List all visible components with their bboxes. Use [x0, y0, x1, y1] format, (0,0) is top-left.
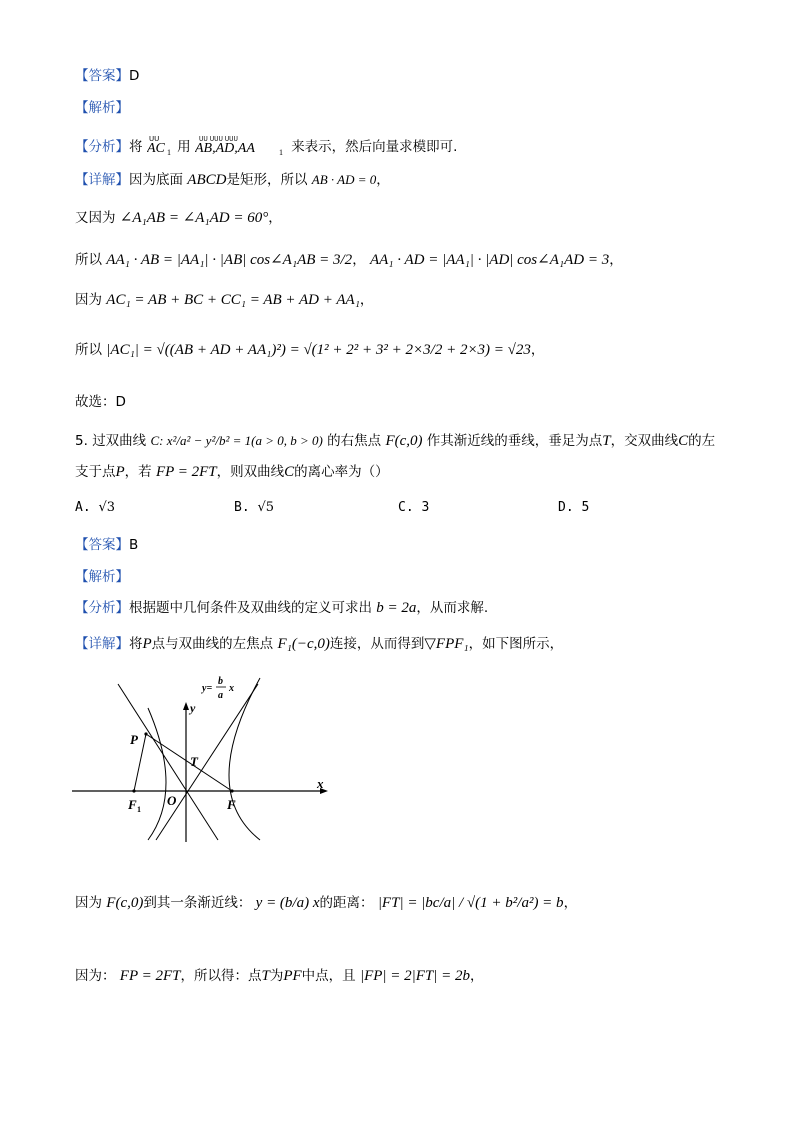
q-text: 的离心率为（） [294, 464, 389, 480]
detail-text: 因为底面 [129, 172, 183, 188]
hyperbola-figure [70, 672, 332, 844]
midpoint-line [75, 966, 484, 986]
asymptote-label: y= [202, 683, 213, 694]
point-p [144, 732, 147, 735]
choice-value: √3 [98, 500, 116, 515]
punct: ， [359, 292, 374, 308]
answer-line-2 [75, 535, 138, 555]
point-f [230, 789, 233, 792]
math-c: C [678, 433, 689, 449]
asymptote-frac-den: a [218, 690, 223, 701]
text: 又因为 [75, 210, 116, 226]
choice-label: D. [558, 500, 574, 515]
math-c: C [284, 464, 295, 480]
math-condition: FP = 2FT [155, 464, 217, 480]
svg-text:ᑌᑌ: ᑌᑌ [148, 135, 160, 143]
math-p: P [142, 636, 152, 652]
math-abcd: ABCD [187, 172, 227, 188]
q-text: 支于点 [75, 464, 116, 480]
text: 所以 [75, 342, 102, 358]
analysis-tag: 【解析】 [75, 569, 129, 585]
math-fp-length: |FP| = 2|FT| = 2b [359, 968, 471, 984]
choice-d[interactable] [558, 500, 589, 515]
choice-b[interactable] [234, 500, 274, 515]
math-t: T [602, 433, 611, 449]
asymptote-neg [118, 684, 218, 840]
math-modulus: |AC₁| = √((AB + AD + AA₁)²) = √(1² + 2² + 3² + 2×3/2 + 2×3) = √23 [106, 342, 531, 358]
detail-line-1 [75, 170, 390, 190]
punct: ， [563, 895, 578, 911]
q-text: ，若 [124, 464, 152, 480]
vector-ac1 [147, 133, 173, 157]
answer-line-1 [75, 66, 139, 86]
choice-a[interactable] [75, 500, 115, 515]
punct: ， [470, 968, 484, 984]
svg-text:1: 1 [166, 148, 171, 157]
math-hyperbola: C: x²/a² − y²/b² = 1(a > 0, b > 0) [150, 433, 323, 448]
f1-subscript: 1 [137, 805, 141, 814]
math-focus: F(c,0) [385, 433, 423, 449]
punct: ， [609, 252, 623, 268]
brief-text: 来表示，然后向量求模即可. [291, 139, 458, 155]
detail-text: 点与双曲线的左焦点 [151, 636, 274, 652]
math-b-2a: b = 2a [376, 600, 417, 616]
q-text: 的右焦点 [327, 433, 382, 449]
math-vector-sum: AC₁ = AB + BC + CC₁ = AB + AD + AA₁ [106, 292, 360, 308]
asymptote-x: x [229, 683, 234, 694]
point-f1 [132, 789, 135, 792]
math-pf: PF [283, 968, 302, 984]
q-text: 过双曲线 [92, 433, 147, 449]
detail-tag: 【详解】 [75, 636, 129, 652]
y-axis-arrow [183, 702, 189, 710]
math-angles: ∠A₁AB = ∠A₁AD = 60° [119, 210, 269, 226]
dot-products-line: 所以 AA₁ · AB = |AA₁| · |AB| cos∠A₁AB = 3/2， AA₁ · AD = |AA₁| · |AD| cos∠A₁AD = 3， [75, 252, 623, 268]
svg-text:1: 1 [278, 148, 283, 157]
choice-label: B. [234, 500, 250, 515]
detail-text: ，如下图所示， [468, 636, 564, 652]
answer-tag: 【答案】 [75, 68, 129, 84]
vectors-ab-ad-aa1 [195, 133, 287, 157]
punct: ， [268, 210, 282, 226]
svg-text:AB,AD,AA: AB,AD,AA [194, 141, 255, 156]
q-text: ，则双曲线 [216, 464, 285, 480]
text: 因为： [75, 968, 116, 984]
math-focus: F(c,0) [106, 895, 144, 911]
choice-value: √5 [257, 500, 275, 515]
analysis-tag: 【解析】 [75, 100, 129, 116]
text: 所以 [75, 252, 102, 268]
text: 为 [269, 968, 284, 984]
text: ，所以得：点 [180, 968, 262, 984]
svg-text:ᑌᑌ ᑌᑌᑌ ᑌᑌᑌ: ᑌᑌ ᑌᑌᑌ ᑌᑌᑌ [198, 136, 238, 143]
choose-line [75, 392, 126, 412]
answer-value: B [129, 537, 139, 553]
text: 因为 [75, 292, 102, 308]
choice-label: A. [75, 500, 91, 515]
detail-text: 将 [129, 636, 143, 652]
o-label: O [167, 793, 177, 808]
p-label: P [130, 732, 138, 747]
distance-line [75, 893, 577, 913]
analysis-heading-2 [75, 567, 129, 587]
detail-tag: 【详解】 [75, 172, 129, 188]
asymptote-pos [156, 684, 258, 840]
svg-text:AC: AC [146, 141, 165, 156]
asymptote-frac-num: b [218, 676, 223, 687]
brief-tag: 【分析】 [75, 139, 129, 155]
text: 因为 [75, 895, 102, 911]
choice-label: C. [398, 500, 414, 515]
analysis-brief-1 [75, 133, 457, 157]
analysis-brief-2 [75, 598, 488, 618]
detail-text: 连接，从而得到 [329, 636, 425, 652]
choose-text: 故选：D [75, 394, 126, 410]
brief-text: 将 [129, 139, 143, 155]
f-label: F [227, 797, 236, 812]
q-text: ，交双曲线 [610, 433, 679, 449]
question-5-line-1 [75, 428, 715, 454]
math-asymptote: y = (b/a) x [255, 895, 320, 911]
brief-tag: 【分析】 [75, 600, 129, 616]
math-f1: F₁(−c,0) [277, 636, 330, 652]
f1-label: F [128, 797, 137, 812]
x-axis-label: x [317, 776, 324, 791]
brief-text: 用 [177, 139, 191, 155]
q-text: 的左 [688, 433, 716, 449]
punct: ， [376, 172, 390, 188]
math-triangle: ▽FPF₁ [424, 636, 469, 652]
math-dot-1: AA₁ · AB = |AA₁| · |AB| cos∠A₁AB = 3/2 [106, 252, 353, 268]
brief-text: 根据题中几何条件及双曲线的定义可求出 [129, 600, 372, 616]
question-5-line-2 [75, 462, 389, 482]
vector-sum-line [75, 290, 373, 310]
y-axis-label: y [190, 701, 196, 715]
answer-tag: 【答案】 [75, 537, 129, 553]
math-p: P [115, 464, 125, 480]
choice-c[interactable] [398, 500, 429, 515]
math-dot-zero: AB · AD = 0 [311, 172, 377, 187]
text: 中点，且 [301, 968, 356, 984]
modulus-line [75, 340, 544, 360]
segment-pf [146, 734, 232, 791]
angle-line [75, 208, 282, 228]
analysis-heading-1 [75, 98, 129, 118]
detail-line-2 [75, 634, 563, 654]
text: 到其一条渐近线： [143, 895, 252, 911]
math-distance: |FT| = |bc/a| / √(1 + b²/a²) = b [377, 895, 564, 911]
question-number: 5. [75, 433, 88, 449]
punct: ， [530, 342, 545, 358]
detail-text: 是矩形，所以 [226, 172, 308, 188]
answer-value: D [129, 68, 140, 84]
math-t: T [261, 968, 270, 984]
math-condition: FP = 2FT [119, 968, 181, 984]
left-branch [148, 708, 166, 840]
choice-value: 5 [581, 500, 590, 515]
choice-value: 3 [421, 500, 430, 515]
text: 的距离： [319, 895, 374, 911]
t-label: T [190, 754, 198, 769]
brief-text: ，从而求解. [416, 600, 489, 616]
right-branch [229, 678, 260, 840]
q-text: 作其渐近线的垂线，垂足为点 [426, 433, 603, 449]
math-dot-2: AA₁ · AD = |AA₁| · |AD| cos∠A₁AD = 3 [369, 252, 610, 268]
